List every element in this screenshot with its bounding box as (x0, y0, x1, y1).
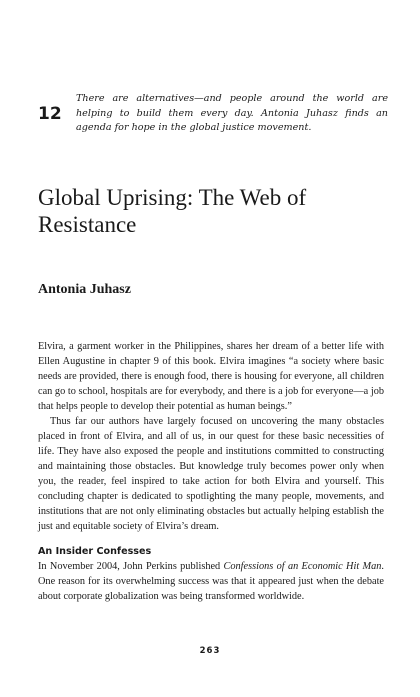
chapter-title: Global Uprising: The Web of Resistance (38, 185, 307, 237)
chapter-intro: There are alternatives—and people around the world are helping to build them every day. Antonia Juhasz finds an agenda for hope in the global justice movement. (76, 93, 388, 133)
section-text-before: In November 2004, John Perkins published (38, 561, 224, 572)
paragraph: Thus far our authors have largely focused on uncovering the many obstacles placed in front of Elvira, and all of us, in our quest for these basic necessities of life. They have also exposed the people and institutions committed to constructing and maintaining those obstacles. But knowledge truly becomes power only when you, the reader, feel inspired to take action for both Elvira and yourself. This concluding chapter is dedicated to spotlighting the many people, movements, and institutions that are not only eliminating obstacles but actually helping establish the just and equitable society of Elvira’s dream. (38, 416, 384, 532)
paragraph: Elvira, a garment worker in the Philippines, shares her dream of a better life with Ellen Augustine in chapter 9 of this book. Elvira imagines “a society where basic needs are provided, there is enough food, there is housing for everyone, all children can go to school, hospitals are for everybody, and there is a job for everyone—a job that helps people to develop their potential as human beings.” (38, 341, 384, 412)
page-number: 263 (199, 646, 221, 656)
book-title: Confessions of an Economic Hit Man (223, 561, 382, 572)
section-text-after: . One reason for its overwhelming success was that it appeared just when the debate about corporate globalization was being transformed worldwide. (38, 561, 384, 602)
section-heading: An Insider Confesses (38, 546, 152, 557)
chapter-number: 12 (38, 104, 62, 124)
body-text (38, 339, 384, 604)
section-paragraph (38, 559, 384, 604)
author-name: Antonia Juhasz (38, 282, 131, 297)
